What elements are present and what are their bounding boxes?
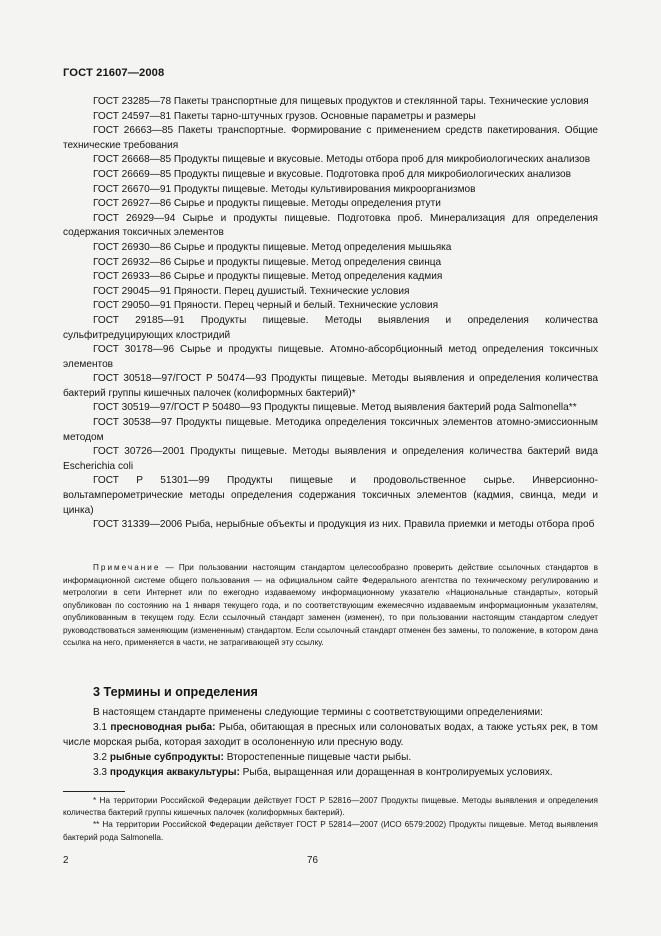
term-name: пресноводная рыба: (110, 722, 216, 734)
term-name: продукция аквакультуры: (109, 767, 240, 779)
term-definition: Рыба, обитающая в пресных или солоноватых водах, а также устьях рек, в том числе морская рыба, которая заходит в осолоненную или пресную воду. (63, 722, 598, 749)
reference-item: ГОСТ 26927—86 Сырье и продукты пищевые. Методы определения ртути (93, 198, 441, 210)
note-text: — При пользовании настоящим стандартом целесообразно проверить действие ссылочных стандартов в информационной системе общего пользования — на официальном сайте Федерального агентства по техническому регулированию и метрологии в сети Интернет или по ежегодно издаваемому информационному указателю «Национальные стандарты», который опубликован по состоянию на 1 января текущего года, и по соответствующим ежемесячно издаваемым информационным указателям, опубликованным в текущем году. Если ссылочный стандарт заменен (изменен), то при пользовании настоящим стандартом следует руководствоваться заменяющим (измененным) стандартом. Если ссылочный стандарт отменен без замены, то положение, в котором дана ссылка на него, применяется в части, не затрагивающей эту ссылку. (63, 563, 598, 647)
reference-item: ГОСТ 26663—85 Пакеты транспортные. Формирование с применением средств пакетирования. Общие технические требования (63, 125, 598, 151)
term-definition: Второстепенные пищевые части рыбы. (223, 752, 412, 764)
normative-references-list (63, 95, 598, 533)
term-number: 3.3 (93, 767, 110, 779)
reference-item: ГОСТ 29045—91 Пряности. Перец душистый. Технические условия (93, 285, 410, 297)
reference-item: ГОСТ 30726—2001 Продукты пищевые. Методы выявления и определения количества бактерий вида Escherichia coli (63, 446, 598, 472)
reference-item: ГОСТ 29185—91 Продукты пищевые. Методы выявления и определения количества сульфитредуцирующих клостридий (63, 314, 598, 341)
reference-item: ГОСТ 31339—2006 Рыба, нерыбные объекты и продукция из них. Правила приемки и методы отбора проб (93, 519, 595, 531)
term-name: рыбные субпродукты: (109, 752, 224, 764)
term-entry (63, 720, 598, 750)
term-entry (63, 765, 598, 780)
term-definition: Рыба, выращенная или доращенная в контролируемых условиях. (239, 767, 553, 779)
sheet-number: 76 (307, 855, 318, 866)
document-code: ГОСТ 21607—2008 (63, 67, 165, 79)
note-paragraph (63, 562, 598, 650)
reference-item: ГОСТ 29050—91 Пряности. Перец черный и белый. Технические условия (93, 300, 439, 312)
page-number: 2 (63, 855, 69, 866)
reference-item: ГОСТ 30178—96 Сырье и продукты пищевые. Атомно-абсорбционный метод определения токсичных элементов (63, 344, 598, 370)
terms-definitions (63, 705, 598, 780)
reference-item: ГОСТ 30519—97/ГОСТ Р 50480—93 Продукты пищевые. Метод выявления бактерий рода Salmonella** (93, 402, 577, 414)
reference-item: ГОСТ 26932—86 Сырье и продукты пищевые. Метод определения свинца (93, 256, 442, 268)
term-number: 3.2 (93, 752, 110, 764)
reference-item: ГОСТ Р 51301—99 Продукты пищевые и продовольственное сырье. Инверсионно-вольтамперометрические методы определения содержания токсичных элементов (кадмия, свинца, меди и цинка) (63, 475, 598, 516)
reference-item: ГОСТ 26929—94 Сырье и продукты пищевые. Подготовка проб. Минерализация для определения содержания токсичных элементов (63, 212, 598, 239)
reference-item: ГОСТ 26668—85 Продукты пищевые и вкусовые. Методы отбора проб для микробиологических анализов (93, 154, 591, 166)
footnote-separator (63, 791, 125, 792)
footnotes (63, 795, 598, 844)
reference-item: ГОСТ 24597—81 Пакеты тарно-штучных грузов. Основные параметры и размеры (93, 110, 476, 122)
footnote: * На территории Российской Федерации действует ГОСТ Р 52816—2007 Продукты пищевые. Методы выявления и определения количества бактерий группы кишечных палочек (колиформных бактерий). (63, 796, 598, 818)
term-number: 3.1 (93, 722, 111, 734)
reference-item: ГОСТ 26933—86 Сырье и продукты пищевые. Метод определения кадмия (93, 271, 443, 283)
footnote: ** На территории Российской Федерации действует ГОСТ Р 52814—2007 (ИСО 6579:2002) Продукты пищевые. Метод выявления бактерий рода Salmonella. (63, 820, 598, 842)
reference-item: ГОСТ 30518—97/ГОСТ Р 50474—93 Продукты пищевые. Методы выявления и определения количества бактерий группы кишечных палочек (колиформных бактерий)* (63, 373, 598, 399)
reference-item: ГОСТ 30538—97 Продукты пищевые. Методика определения токсичных элементов атомно-эмиссионным методом (63, 417, 598, 443)
note-block (63, 562, 598, 650)
reference-item: ГОСТ 26670—91 Продукты пищевые. Методы культивирования микроорганизмов (93, 183, 476, 195)
reference-item: ГОСТ 26930—86 Сырье и продукты пищевые. Метод определения мышьяка (93, 241, 452, 253)
section-intro: В настоящем стандарте применены следующие термины с соответствующими определениями: (93, 707, 543, 718)
term-entry (63, 750, 598, 765)
reference-item: ГОСТ 26669—85 Продукты пищевые и вкусовые. Подготовка проб для микробиологических анализов (93, 168, 571, 180)
reference-item: ГОСТ 23285—78 Пакеты транспортные для пищевых продуктов и стеклянной тары. Технические условия (93, 96, 589, 107)
section-title: 3 Термины и определения (93, 685, 258, 699)
note-label: Примечание (93, 563, 161, 572)
